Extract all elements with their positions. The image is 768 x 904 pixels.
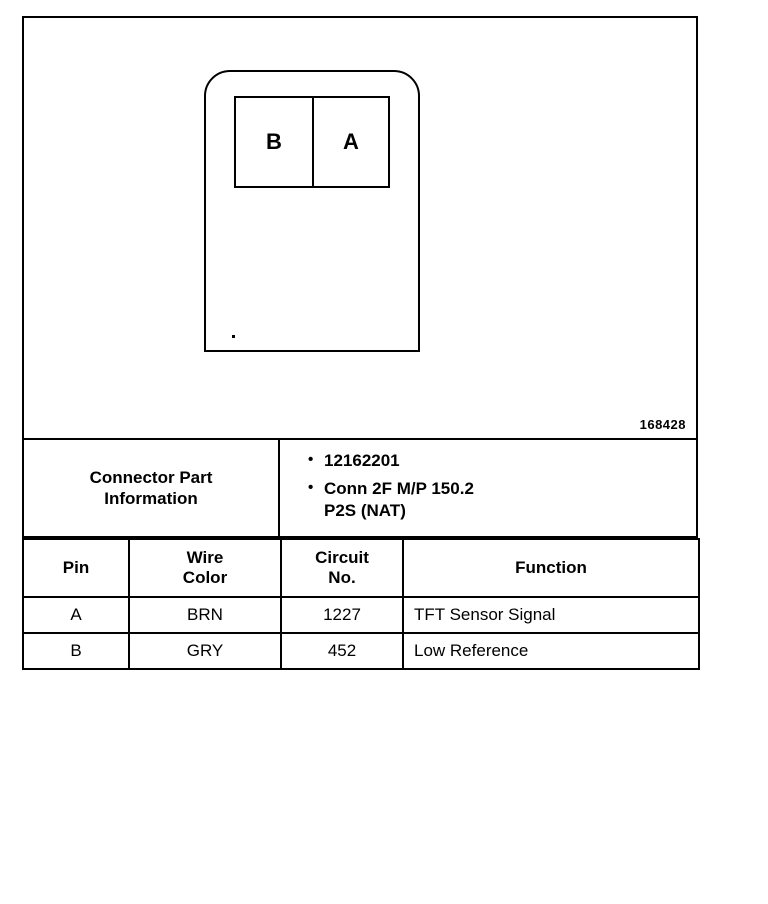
cell-wire-color: BRN [129,597,281,633]
column-header-pin: Pin [23,539,129,597]
part-number-row [308,450,696,471]
circuit-header-line2: No. [328,568,356,587]
connector-part-information-block [22,440,698,538]
cell-function: Low Reference [403,633,699,669]
pin-table [22,538,700,670]
connector-cavity-a: A [312,98,388,186]
column-header-wire-color [129,539,281,597]
part-number-value: 12162201 [324,451,400,470]
connector-description-line2: P2S (NAT) [324,500,406,520]
cell-function: TFT Sensor Signal [403,597,699,633]
table-row [23,633,699,669]
cell-wire-color: GRY [129,633,281,669]
connector-cavity-group [234,96,390,188]
connector-cavity-b: B [266,129,282,154]
cell-circuit-no: 1227 [281,597,403,633]
connector-lower-mark [232,335,235,338]
connector-diagram-frame [22,16,698,440]
table-header-row [23,539,699,597]
connector-description-line1: Conn 2F M/P 150.2 [324,479,474,499]
connector-part-information-label [24,440,280,536]
cell-pin: A [23,597,129,633]
column-header-function: Function [403,539,699,597]
diagram-id-number: 168428 [639,417,686,432]
table-row [23,597,699,633]
wire-color-header-line1: Wire [186,548,224,568]
cell-circuit-no: 452 [281,633,403,669]
cell-pin: B [23,633,129,669]
circuit-header-line1: Circuit [315,548,369,568]
bullet-icon: • [308,451,314,468]
bullet-icon: • [308,479,314,497]
column-header-circuit-no [281,539,403,597]
connector-part-information-values [280,440,696,536]
part-info-label-line2: Information [104,489,198,508]
connector-description-row [308,478,696,521]
part-info-label-line1: Connector Part [89,467,213,487]
connector-drawing [204,70,420,352]
wire-color-header-line2: Color [182,568,228,587]
